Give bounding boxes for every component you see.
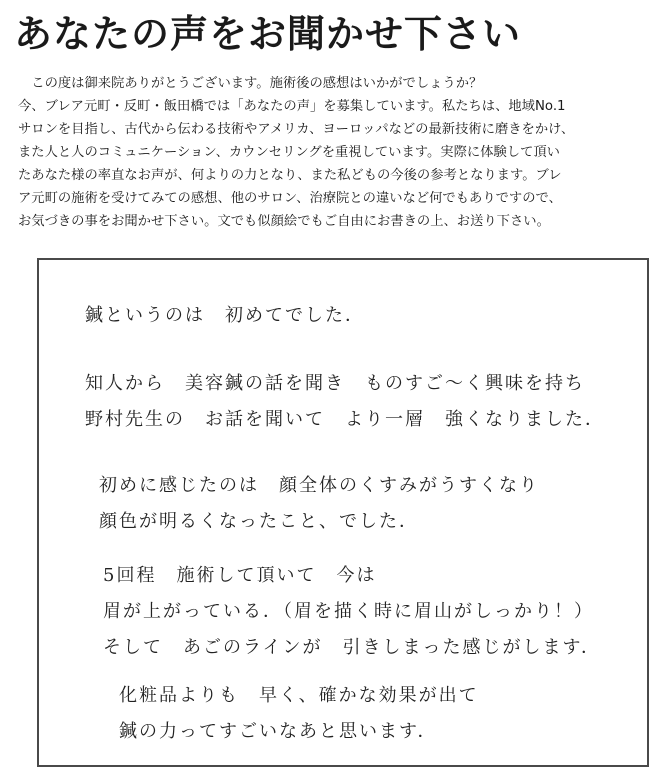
- intro-line: 今、ブレア元町・反町・飯田橋では「あなたの声」を募集しています。私たちは、地域No.1: [18, 99, 566, 114]
- handwritten-line: そして あごのラインが 引きしまった感じがします．: [103, 637, 602, 658]
- intro-line: ア元町の施術を受けてみての感想、他のサロン、治療院との違いなど何でもありですので、: [18, 191, 562, 206]
- intro-line: また人と人のコミュニケーション、カウンセリングを重視しています。実際に体験して頂い: [18, 145, 560, 160]
- testimonial-card: [37, 258, 649, 767]
- handwritten-line: 5回程 施術して頂いて 今は: [103, 565, 377, 586]
- page-title: あなたの声をお聞かせ下さい: [14, 12, 522, 56]
- handwritten-line: 顔色が明るくなったこと、でした．: [99, 511, 419, 532]
- intro-line: たあなた様の率直なお声が、何よりの力となり、また私どもの今後の参考となります。ブレ: [18, 168, 562, 183]
- intro-line: お気づきの事をお聞かせ下さい。文でも似顔絵でもご自由にお書きの上、お送り下さい。: [18, 214, 550, 229]
- handwritten-line: 野村先生の お話を聞いて より一層 強くなりました．: [85, 409, 605, 430]
- handwritten-line: 初めに感じたのは 顔全体のくすみがうすくなり: [99, 475, 539, 496]
- handwritten-line: 鍼というのは 初めてでした．: [85, 305, 365, 326]
- handwritten-line: 化粧品よりも 早く、確かな効果が出て: [119, 685, 479, 706]
- intro-line: この度は御来院ありがとうございます。施術後の感想はいかがでしょうか？: [31, 76, 483, 91]
- intro-line: サロンを目指し、古代から伝わる技術やアメリカ、ヨーロッパなどの最新技術に磨きをかけ、: [18, 122, 575, 137]
- intro-text: [18, 72, 658, 233]
- handwritten-line: 眉が上がっている．（眉を描く時に眉山がしっかり！）: [103, 601, 594, 622]
- handwritten-line: 知人から 美容鍼の話を聞き ものすご～く興味を持ち: [85, 373, 585, 394]
- handwritten-line: 鍼の力ってすごいなあと思います．: [119, 721, 438, 742]
